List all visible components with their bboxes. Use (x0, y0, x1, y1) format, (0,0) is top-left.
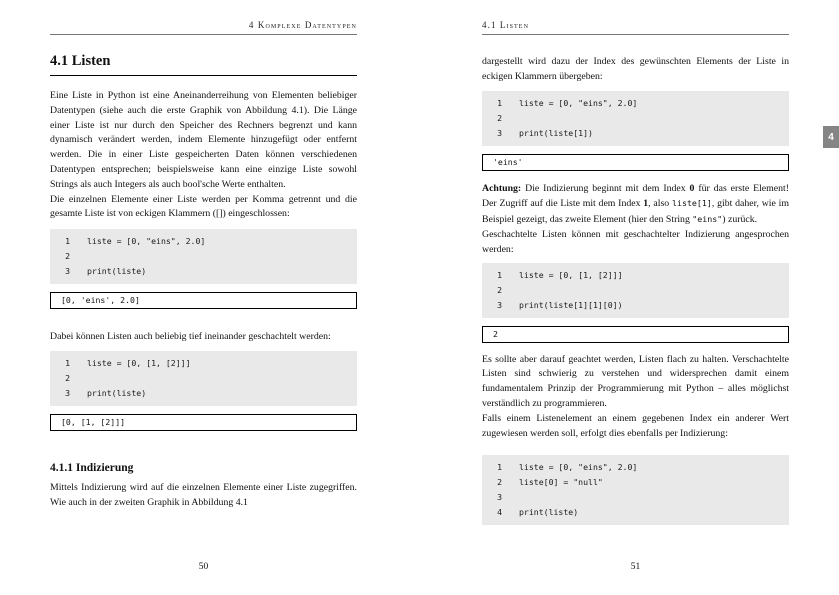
paragraph-achtung (482, 182, 789, 228)
output-text: [0, 'eins', 2.0] (61, 295, 140, 306)
code-line (494, 505, 783, 520)
chapter-tab: 4 (823, 126, 839, 148)
code-line (62, 371, 351, 386)
running-head-left (50, 20, 357, 35)
text-segment: , gibt daher, wie im Beispiel gezeigt, das zweite Element (hier den String (482, 198, 789, 226)
code-text: liste = [0, "eins", 2.0] (87, 236, 206, 247)
code-text: liste = [0, "eins", 2.0] (519, 97, 638, 108)
code-line (494, 283, 783, 298)
code-text: liste = [0, [1, [2]]] (87, 357, 191, 368)
code-line (494, 111, 783, 126)
code-line (494, 460, 783, 475)
page-left (50, 20, 357, 580)
line-number: 1 (497, 462, 502, 473)
code-line (62, 249, 351, 264)
inline-code: liste[1] (671, 198, 712, 209)
line-number: 2 (65, 372, 70, 383)
code-text: print(liste) (87, 266, 147, 277)
code-text: print(liste[1]) (519, 127, 593, 138)
running-head-text: 4.1 Listen (482, 20, 529, 30)
paragraph: Eine Liste in Python ist eine Aneinanderreihung von Elementen beliebiger Datentypen (siehe auch die erste Graphik von Abbildung 4.1). Die Länge einer Liste ist nur durch den Speicher des Rechners begrenzt und kann dynamisch verändert werden, indem Elemente hinzugefügt oder entfernt werden. Die in einer Liste gespeicherten Daten können verschiedenen Datentypen entsprechen; beispielsweise kann eine einzige Liste sowohl Strings als auch Integers als auch bool'sche Werte enthalten. (50, 90, 357, 190)
line-number: 4 (497, 507, 502, 518)
section-heading: 4.1 Listen (50, 53, 357, 76)
line-number: 2 (497, 477, 502, 488)
text-segment: , also (648, 198, 672, 210)
output-box (482, 154, 789, 171)
output-box (50, 414, 357, 431)
paragraph: Es sollte aber darauf geachtet werden, Listen flach zu halten. Verschachtelte Listen sind schwierig zu verstehen und widersprechen damit einem fundamentalem Prinzip der Programmierung mit Python – alles möglichst verständlich zu programmieren. (482, 353, 789, 409)
code-line (62, 234, 351, 249)
paragraph: Dabei können Listen auch beliebig tief ineinander geschachtelt werden: (50, 331, 331, 343)
running-head-right (482, 20, 789, 35)
text-segment: 1 (643, 198, 649, 210)
line-number: 2 (497, 112, 502, 123)
line-number: 1 (65, 357, 70, 368)
line-number: 3 (65, 387, 70, 398)
code-text: liste = [0, [1, [2]]] (519, 269, 623, 280)
code-line (494, 475, 783, 490)
text-segment: für das erste Element! Der Zugriff auf die Liste mit dem Index (482, 182, 789, 210)
code-text: print(liste[1][1][0]) (519, 299, 623, 310)
code-text: liste = [0, "eins", 2.0] (519, 462, 638, 473)
line-number: 3 (497, 127, 502, 138)
line-number: 3 (497, 299, 502, 310)
code-block (50, 229, 357, 284)
output-text: [0, [1, [2]]] (61, 416, 126, 427)
subsection-heading: 4.1.1 Indizierung (50, 461, 134, 474)
line-number: 1 (65, 236, 70, 247)
paragraph: Die einzelnen Elemente einer Liste werden per Komma getrennt und die gesamte Liste ist von eckigen Klammern ([]) eingeschlossen: (50, 193, 357, 220)
code-block (482, 263, 789, 318)
line-number: 1 (497, 97, 502, 108)
code-line (494, 268, 783, 283)
code-line (62, 356, 351, 371)
text-segment: 0 (689, 182, 695, 194)
line-number: 2 (65, 251, 70, 262)
achtung-label: Achtung: (482, 182, 522, 194)
page-number: 51 (630, 562, 641, 572)
code-text: liste[0] = "null" (519, 477, 603, 488)
code-text: print(liste) (519, 507, 579, 518)
output-box (482, 326, 789, 343)
code-line (62, 264, 351, 279)
code-line (494, 298, 783, 313)
code-block (482, 91, 789, 146)
code-text: print(liste) (87, 387, 147, 398)
line-number: 2 (497, 284, 502, 295)
text-segment: ) zurück. (722, 214, 758, 226)
paragraph: dargestellt wird dazu der Index des gewünschten Elements der Liste in eckigen Klammern übergeben: (482, 56, 789, 82)
output-text: 'eins' (493, 156, 523, 167)
line-number: 3 (65, 266, 70, 277)
page-right (482, 20, 789, 580)
code-line (62, 386, 351, 401)
code-line (494, 490, 783, 505)
running-head-text: 4 Komplexe Datentypen (248, 20, 357, 30)
output-text: 2 (493, 328, 498, 339)
code-block (482, 455, 789, 525)
code-line (494, 126, 783, 141)
line-number: 1 (497, 269, 502, 280)
line-number: 3 (497, 492, 502, 503)
output-box (50, 292, 357, 309)
code-line (494, 96, 783, 111)
paragraph: Mittels Indizierung wird auf die einzelnen Elemente einer Liste zugegriffen. Wie auch in der zweiten Graphik in Abbildung 4.1 (50, 481, 357, 508)
inline-code: "eins" (692, 214, 723, 225)
text-segment: Die Indizierung beginnt mit dem Index (521, 182, 690, 194)
paragraph: Geschachtelte Listen können mit geschachtelter Indizierung angesprochen werden: (482, 228, 789, 255)
paragraph: Falls einem Listenelement an einem gegebenen Index ein anderer Wert zugewiesen werden soll, erfolgt dies ebenfalls per Indizierung: (482, 412, 789, 439)
page-number: 50 (198, 562, 209, 572)
code-block (50, 351, 357, 406)
